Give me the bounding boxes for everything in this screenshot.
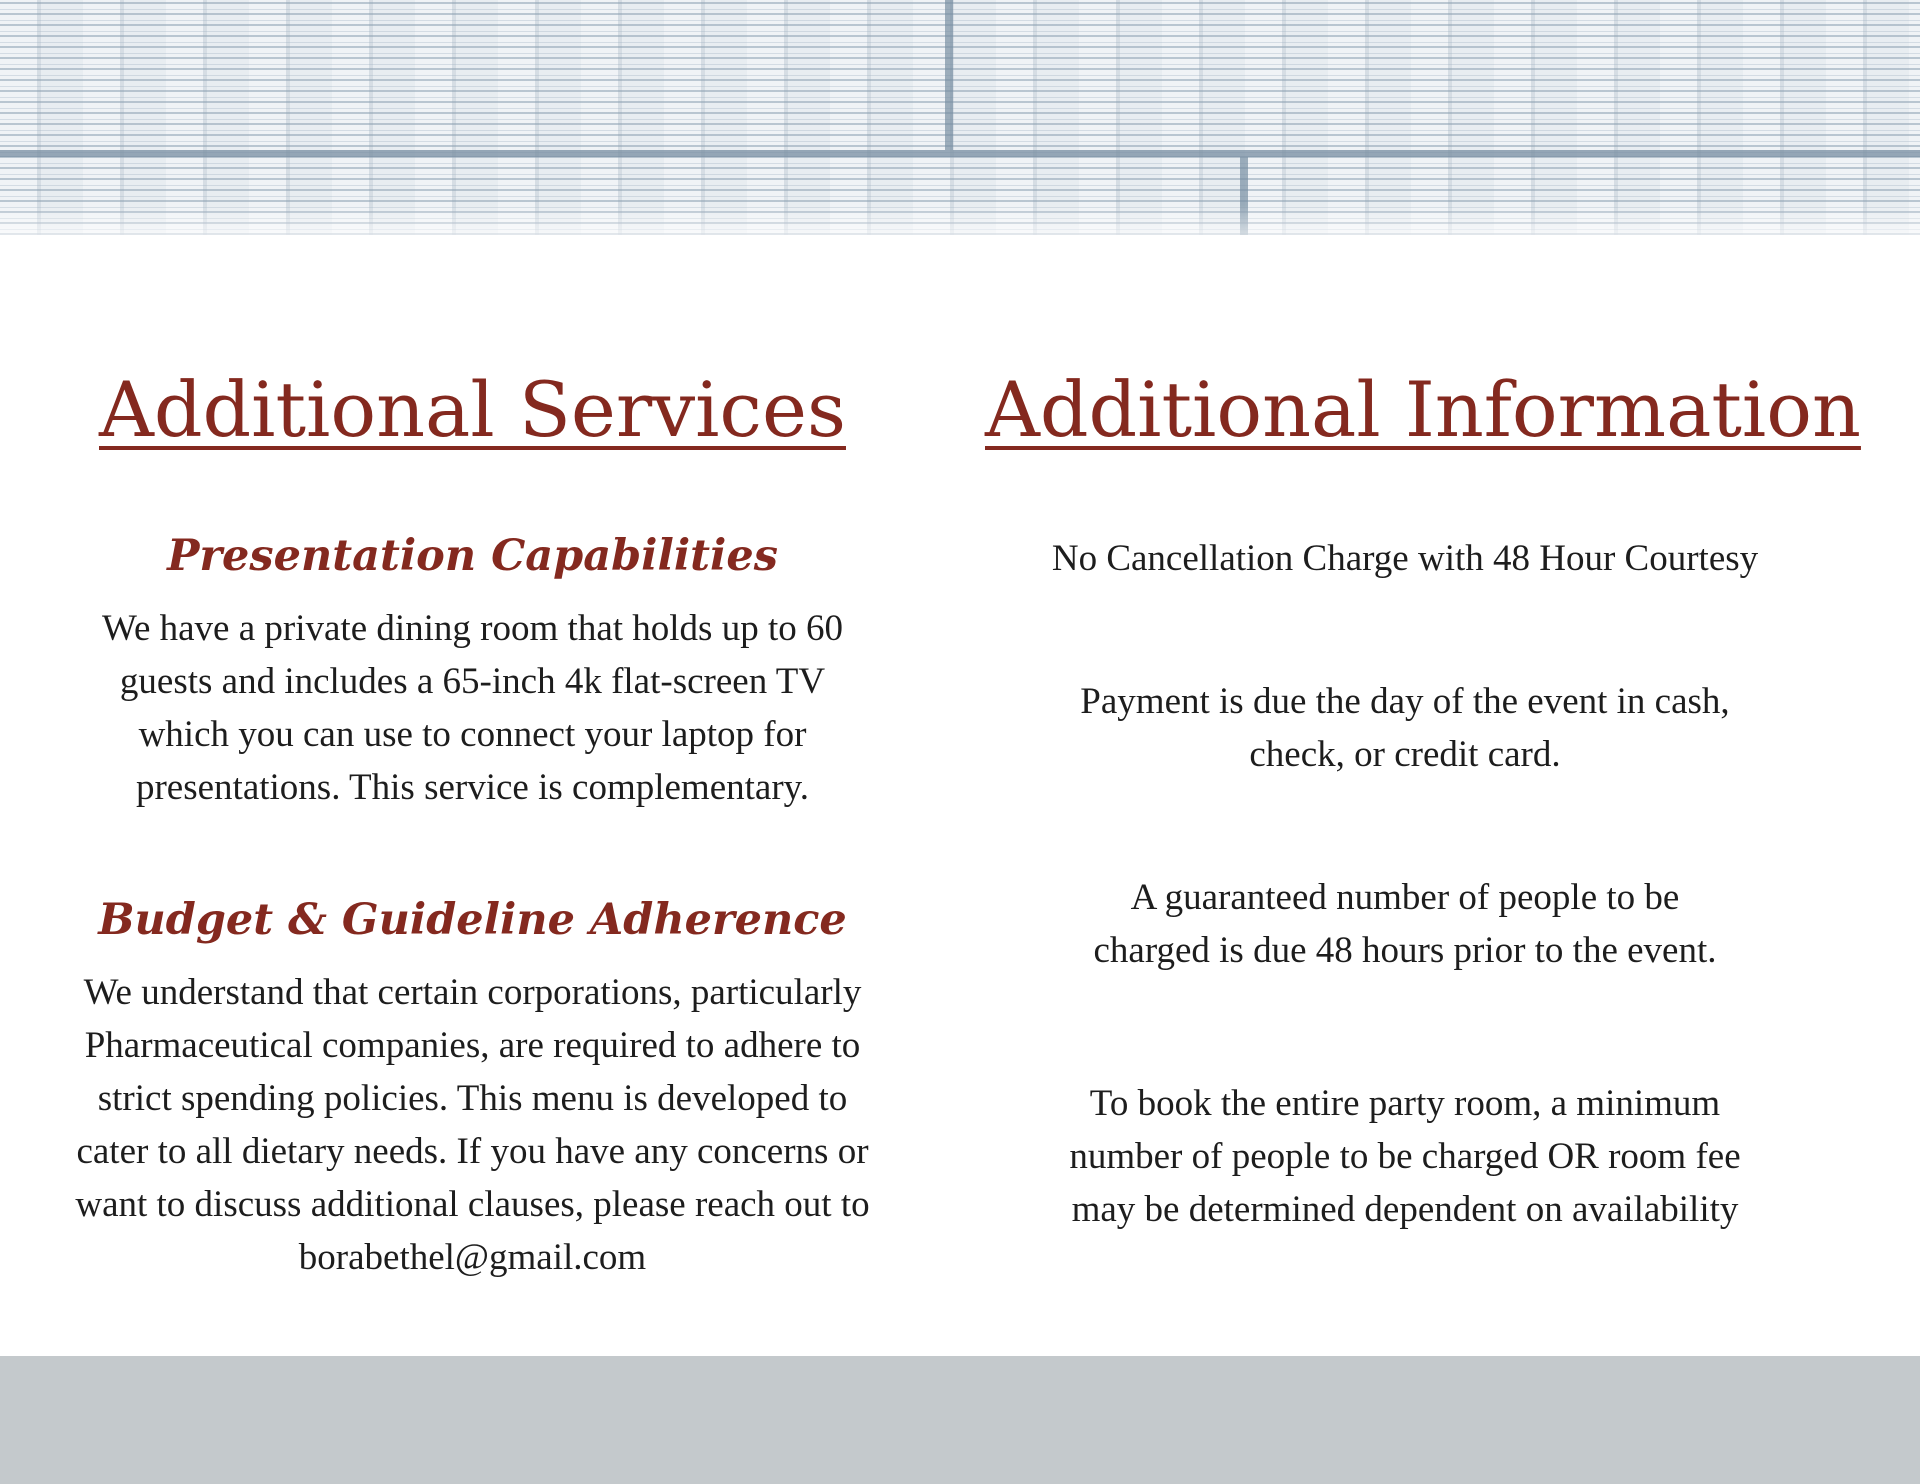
budget-guideline-text [30,966,915,1284]
presentation-capabilities-text [30,602,915,814]
guarantee-policy [985,871,1825,977]
text-line: Payment is due the day of the event in cash, [1080,681,1730,722]
text-line: charged is due 48 hours prior to the event. [1093,930,1717,971]
wood-texture-banner [0,0,1920,235]
text-line: Pharmaceutical companies, are required to adhere to [84,1025,861,1066]
additional-services-heading: Additional Services [99,365,846,454]
contact-email[interactable]: borabethel@gmail.com [298,1237,647,1278]
text-line: check, or credit card. [1249,734,1561,775]
text-line: guests and includes a 65-inch 4k flat-screen TV [119,661,826,702]
budget-guideline-title: Budget & Guideline Adherence [98,895,847,945]
additional-information-heading: Additional Information [985,365,1861,454]
text-line: strict spending policies. This menu is developed to [97,1078,848,1119]
text-line: cater to all dietary needs. If you have any concerns or [76,1131,869,1172]
footer-band [0,1356,1920,1484]
additional-information-column [985,360,1861,1236]
text-line: A guaranteed number of people to be [1130,877,1680,918]
plank-seam [0,150,1920,157]
text-line: presentations. This service is complementary. [135,767,809,808]
plank-seam [945,0,953,150]
additional-services-column [30,360,915,1284]
text-line: No Cancellation Charge with 48 Hour Courtesy [1051,538,1759,579]
text-line: which you can use to connect your laptop for [138,714,807,755]
cancellation-policy [985,532,1825,585]
banner-fade [0,205,1920,235]
text-line: want to discuss additional clauses, please reach out to [75,1184,870,1225]
payment-policy [985,675,1825,781]
text-line: number of people to be charged OR room fee [1069,1136,1741,1177]
text-line: We have a private dining room that holds up to 60 [102,608,843,649]
text-line: We understand that certain corporations, particularly [83,972,862,1013]
presentation-capabilities-title: Presentation Capabilities [167,531,778,581]
text-line: To book the entire party room, a minimum [1089,1083,1721,1124]
text-line: may be determined dependent on availability [1071,1189,1739,1230]
party-room-policy [985,1077,1825,1236]
